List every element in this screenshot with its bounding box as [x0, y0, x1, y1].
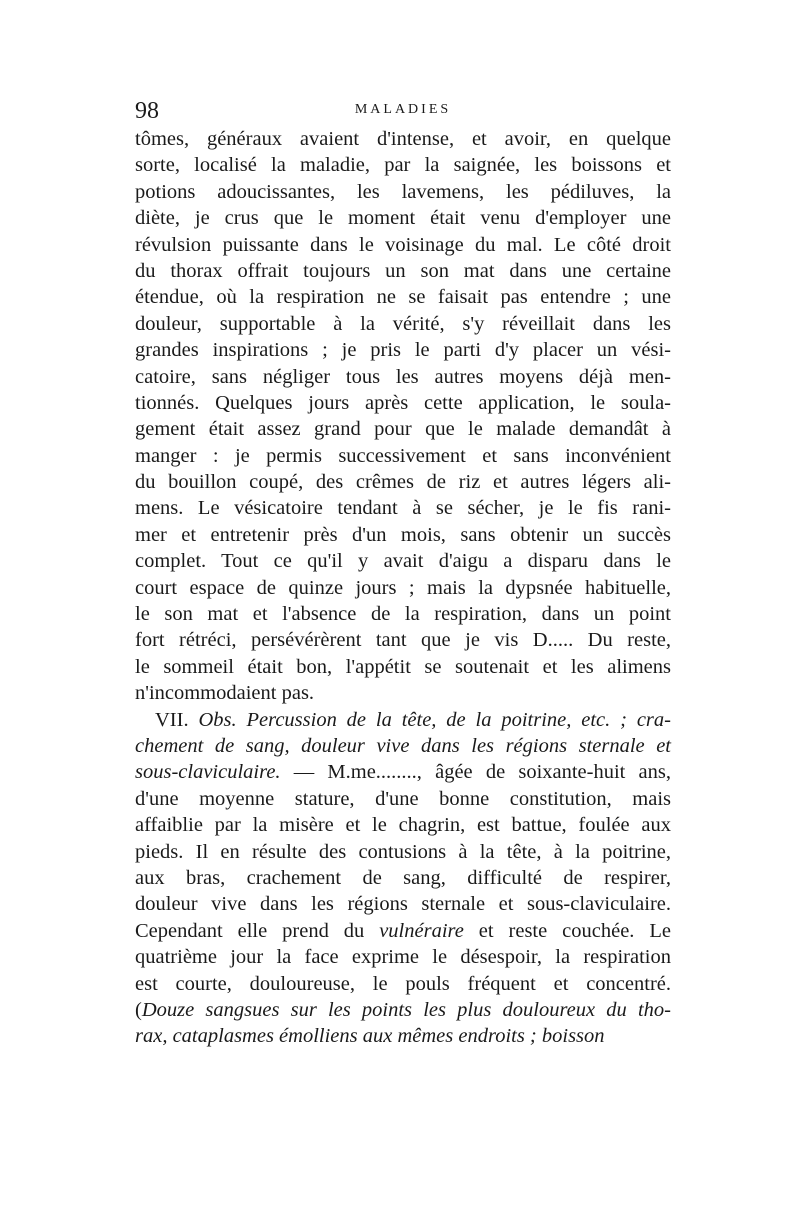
text-segment: sorte, localisé la maladie, par la saignée, les boissons et — [135, 154, 671, 177]
text-line — [135, 390, 671, 416]
text-segment: et reste couchée. Le — [463, 919, 671, 942]
text-line — [135, 522, 671, 548]
text-line — [135, 443, 671, 469]
body-text — [135, 126, 671, 1050]
text-line — [135, 258, 671, 284]
text-segment: tionnés. Quelques jours après cette application, le soula- — [135, 391, 671, 414]
text-line — [135, 469, 671, 495]
text-line — [135, 152, 671, 178]
text-line — [135, 944, 671, 970]
text-line — [135, 786, 671, 812]
text-line — [135, 179, 671, 205]
text-line — [135, 654, 671, 680]
text-segment: court espace de quinze jours ; mais la dypsnée habituelle, — [135, 576, 671, 599]
text-line — [135, 627, 671, 653]
text-segment: Douze sangsues sur les points les plus douloureux du tho- — [141, 998, 671, 1021]
text-segment: du thorax offrait toujours un son mat dans une certaine — [135, 259, 671, 282]
text-segment: affaiblie par la misère et le chagrin, est battue, foulée aux — [135, 814, 671, 837]
text-line — [135, 759, 671, 785]
text-segment: d'une moyenne stature, d'une bonne constitution, mais — [135, 787, 671, 810]
text-segment: diète, je crus que le moment était venu d'employer une — [135, 207, 671, 230]
text-line — [135, 601, 671, 627]
text-line — [135, 311, 671, 337]
text-segment: rax, cataplasmes émolliens aux mêmes endroits ; boisson — [135, 1025, 605, 1048]
text-line — [135, 891, 671, 917]
text-line — [135, 971, 671, 997]
text-segment: douleur, supportable à la vérité, s'y réveillait dans les — [135, 312, 671, 335]
text-segment: n'incommodaient pas. — [135, 682, 315, 705]
text-segment: aux bras, crachement de sang, difficulté de respirer, — [135, 866, 671, 889]
text-line — [135, 1023, 671, 1049]
text-segment: ( — [135, 998, 142, 1021]
text-line — [135, 416, 671, 442]
text-segment: manger : je permis successivement et sans inconvénient — [135, 444, 671, 467]
text-segment: — M.me........, âgée de soixante-huit ans, — [280, 761, 671, 784]
text-line — [135, 337, 671, 363]
running-title: MALADIES — [354, 102, 452, 117]
text-line — [135, 284, 671, 310]
text-line — [135, 839, 671, 865]
text-segment: tômes, généraux avaient d'intense, et avoir, en quelque — [135, 128, 671, 150]
text-segment: Cependant elle prend du — [135, 919, 380, 942]
text-line — [135, 205, 671, 231]
text-line — [135, 548, 671, 574]
text-segment: est courte, douloureuse, le pouls fréquent et concentré. — [135, 972, 671, 995]
text-segment: le sommeil était bon, l'appétit se soutenait et les alimens — [135, 655, 671, 678]
text-segment: sous-claviculaire. — [135, 761, 281, 784]
text-segment: VII. — [155, 708, 199, 731]
text-segment: du bouillon coupé, des crêmes de riz et autres légers ali- — [135, 471, 671, 494]
text-line — [135, 364, 671, 390]
page-number: 98 — [135, 98, 159, 124]
text-segment: grandes inspirations ; je pris le parti d'y placer un vési- — [135, 339, 671, 362]
text-segment: pieds. Il en résulte des contusions à la tête, à la poitrine, — [135, 840, 671, 863]
text-segment: mens. Le vésicatoire tendant à se sécher, je le fis rani- — [135, 497, 671, 520]
text-line — [135, 126, 671, 152]
text-segment: fort rétréci, persévérèrent tant que je vis D..... Du reste, — [135, 629, 671, 652]
page-header — [135, 98, 671, 124]
text-segment: vulnéraire — [379, 919, 464, 942]
text-segment: gement était assez grand pour que le malade demandât à — [135, 418, 671, 441]
text-segment: révulsion puissante dans le voisinage du mal. Le côté droit — [135, 233, 671, 256]
text-segment: complet. Tout ce qu'il y avait d'aigu a disparu dans le — [135, 550, 671, 573]
text-line — [135, 997, 671, 1023]
text-segment: quatrième jour la face exprime le désespoir, la respiration — [135, 946, 671, 969]
text-segment: douleur vive dans les régions sternale et sous-claviculaire. — [135, 893, 671, 916]
text-line — [135, 812, 671, 838]
text-segment: potions adoucissantes, les lavemens, les pédiluves, la — [135, 180, 671, 203]
text-segment: étendue, où la respiration ne se faisait pas entendre ; une — [135, 286, 671, 309]
text-segment: catoire, sans négliger tous les autres moyens déjà men- — [135, 365, 671, 388]
text-line — [135, 918, 671, 944]
text-line — [135, 680, 671, 706]
text-segment: mer et entretenir près d'un mois, sans obtenir un succès — [135, 523, 671, 546]
text-line — [135, 575, 671, 601]
text-line — [135, 232, 671, 258]
text-line — [135, 495, 671, 521]
text-line — [135, 707, 671, 733]
text-segment: Obs. Percussion de la tête, de la poitrine, etc. ; cra- — [198, 708, 671, 731]
text-line — [135, 865, 671, 891]
text-line — [135, 733, 671, 759]
text-segment: chement de sang, douleur vive dans les régions sternale et — [135, 734, 671, 757]
text-segment: le son mat et l'absence de la respiration, dans un point — [135, 603, 671, 626]
